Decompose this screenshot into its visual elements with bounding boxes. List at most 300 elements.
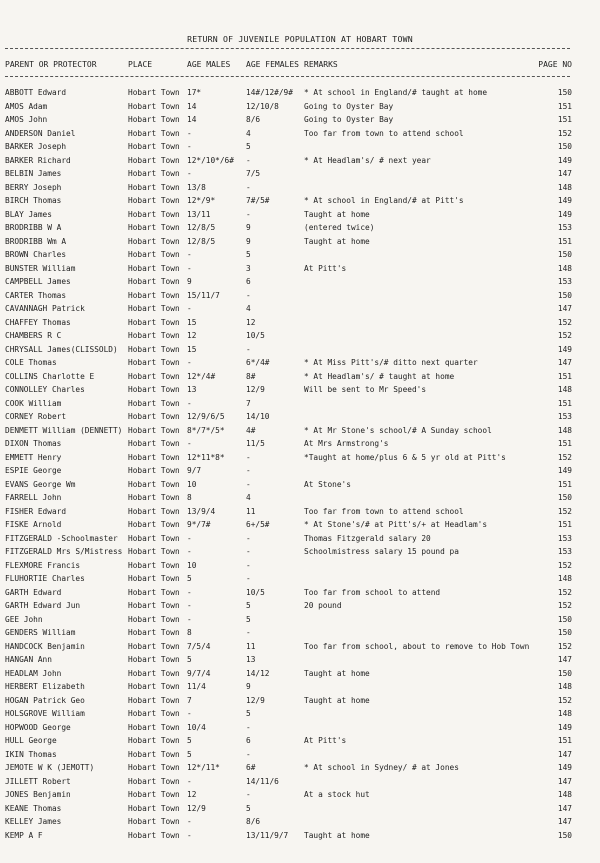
record-row [0, 358, 600, 372]
parent-name: AMOS John [5, 115, 48, 124]
parent-name: CAVANNAGH Patrick [5, 304, 85, 313]
age-females: 7/5 [246, 169, 261, 178]
parent-name: FLUHORTIE Charles [5, 574, 85, 583]
page-number: 147 [557, 749, 572, 759]
page-number: 151 [557, 236, 572, 246]
parent-name: HANDCOCK Benjamin [5, 641, 85, 651]
parent-name: KELLEY James [5, 817, 62, 826]
place: Hobart Town [128, 722, 180, 732]
age-females: 5 [246, 709, 251, 718]
age-females: 4 [246, 128, 251, 138]
remarks: Taught at home [304, 695, 370, 705]
age-females: 6+/5# [246, 520, 270, 529]
page-number: 149 [557, 209, 572, 219]
age-males: 8 [187, 493, 192, 502]
parent-name: DIXON Thomas [5, 439, 62, 448]
place: Hobart Town [128, 263, 180, 273]
page-number: 150 [557, 628, 572, 637]
page-number: 151 [557, 115, 572, 124]
place: Hobart Town [128, 290, 180, 300]
age-males: 5 [187, 736, 192, 745]
place: Hobart Town [128, 317, 180, 327]
record-row [0, 736, 600, 750]
remarks: Will be sent to Mr Speed's [304, 385, 427, 394]
place: Hobart Town [128, 776, 180, 786]
age-males: 14 [187, 115, 197, 124]
age-females: 9 [246, 223, 251, 232]
age-females: 13 [246, 655, 256, 664]
age-males: 5 [187, 655, 192, 664]
page-number: 151 [557, 479, 572, 489]
age-males: - [187, 601, 192, 610]
record-row [0, 804, 600, 818]
parent-name: HULL George [5, 736, 57, 745]
parent-name: BUNSTER William [5, 263, 76, 273]
record-row [0, 385, 600, 399]
header-page: PAGE NO [538, 60, 572, 69]
page-number: 153 [557, 223, 572, 232]
remarks: At Mrs Armstrong's [304, 439, 389, 448]
parent-name: CHAMBERS R C [5, 331, 62, 340]
age-females: - [246, 790, 251, 799]
age-males: 10 [187, 479, 197, 489]
place: Hobart Town [128, 560, 180, 570]
record-row [0, 790, 600, 804]
parent-name: HOLSGROVE William [5, 709, 85, 718]
place: Hobart Town [128, 155, 180, 165]
record-row [0, 156, 600, 170]
remarks: Too far from town to attend school [304, 128, 464, 138]
parent-name: BIRCH Thomas [5, 196, 62, 205]
age-males: - [187, 304, 192, 313]
parent-name: BELBIN James [5, 169, 62, 178]
parent-name: IKIN Thomas [5, 749, 57, 759]
place: Hobart Town [128, 209, 180, 219]
age-males: 8 [187, 628, 192, 637]
parent-name: BARKER Joseph [5, 142, 67, 151]
age-females: 6*/4# [246, 358, 270, 367]
page-number: 149 [557, 466, 572, 475]
age-males: 12 [187, 331, 197, 340]
page-number: 147 [557, 776, 572, 786]
record-row [0, 372, 600, 386]
parent-name: KEANE Thomas [5, 803, 62, 813]
record-row [0, 264, 600, 278]
age-females: 14/10 [246, 412, 270, 421]
parent-name: FISKE Arnold [5, 520, 62, 529]
page-title: RETURN OF JUVENILE POPULATION AT HOBART TOWN [187, 34, 413, 44]
age-males: - [187, 587, 192, 597]
parent-name: CORNEY Robert [5, 412, 67, 421]
remarks: 20 pound [304, 601, 342, 610]
age-males: 13/8 [187, 182, 206, 192]
remarks: Schoolmistress salary 15 pound pa [304, 547, 459, 556]
age-males: 11/4 [187, 682, 206, 691]
remarks: (entered twice) [304, 223, 375, 232]
place: Hobart Town [128, 628, 180, 637]
record-row [0, 183, 600, 197]
place: Hobart Town [128, 182, 180, 192]
age-females: 12 [246, 317, 256, 327]
place: Hobart Town [128, 466, 180, 475]
age-males: 12*/10*/6# [187, 155, 234, 165]
age-males: 7/5/4 [187, 641, 211, 651]
parent-name: GARTH Edward [5, 587, 62, 597]
header-place: PLACE [128, 60, 153, 69]
age-males: - [187, 128, 192, 138]
remarks: * At Miss Pitt's/# ditto next quarter [304, 358, 478, 367]
parent-name: EVANS George Wm [5, 479, 76, 489]
age-males: 14 [187, 101, 197, 111]
page-number: 151 [557, 736, 572, 745]
page-number: 148 [557, 682, 572, 691]
page-number: 153 [557, 533, 572, 543]
place: Hobart Town [128, 709, 180, 718]
place: Hobart Town [128, 250, 180, 259]
record-row [0, 169, 600, 183]
age-males: 12/9 [187, 803, 206, 813]
age-males: - [187, 776, 192, 786]
remarks: Too far from town to attend school [304, 506, 464, 516]
place: Hobart Town [128, 412, 180, 421]
age-females: 10/5 [246, 587, 265, 597]
record-row [0, 480, 600, 494]
record-row [0, 507, 600, 521]
record-row [0, 601, 600, 615]
place: Hobart Town [128, 358, 180, 367]
age-females: - [246, 749, 251, 759]
page-number: 147 [557, 817, 572, 826]
place: Hobart Town [128, 344, 180, 354]
remarks: Taught at home [304, 236, 370, 246]
page-number: 148 [557, 182, 572, 192]
page-number: 150 [557, 668, 572, 678]
page-number: 151 [557, 520, 572, 529]
place: Hobart Town [128, 371, 180, 381]
place: Hobart Town [128, 830, 180, 840]
remarks: *Taught at home/plus 6 & 5 yr old at Pitt's [304, 452, 506, 462]
age-males: 13/9/4 [187, 506, 216, 516]
remarks: * At Mr Stone's school/# A Sunday school [304, 425, 492, 435]
record-row [0, 426, 600, 440]
remarks: * At Headlam's/ # next year [304, 155, 431, 165]
age-males: - [187, 547, 192, 556]
age-females: 13/11/9/7 [246, 830, 289, 840]
age-females: 3 [246, 263, 251, 273]
place: Hobart Town [128, 115, 180, 124]
place: Hobart Town [128, 101, 180, 111]
record-row [0, 466, 600, 480]
parent-name: COLE Thomas [5, 358, 57, 367]
page-number: 147 [557, 169, 572, 178]
record-row [0, 399, 600, 413]
age-males: 9 [187, 277, 192, 286]
age-males: 15 [187, 344, 197, 354]
page-number: 150 [557, 614, 572, 624]
record-row [0, 723, 600, 737]
header-parent: PARENT OR PROTECTOR [5, 60, 97, 69]
remarks: * At school in Sydney/ # at Jones [304, 763, 459, 772]
page-number: 149 [557, 344, 572, 354]
place: Hobart Town [128, 817, 180, 826]
place: Hobart Town [128, 452, 180, 462]
record-row [0, 291, 600, 305]
place: Hobart Town [128, 601, 180, 610]
record-row [0, 574, 600, 588]
parent-name: AMOS Adam [5, 101, 48, 111]
place: Hobart Town [128, 88, 180, 97]
age-females: 5 [246, 250, 251, 259]
parent-name: CAMPBELL James [5, 277, 71, 286]
record-row [0, 696, 600, 710]
parent-name: FISHER Edward [5, 506, 67, 516]
parent-name: COOK William [5, 398, 62, 408]
age-males: 12*/4# [187, 371, 216, 381]
place: Hobart Town [128, 641, 180, 651]
page-number: 148 [557, 790, 572, 799]
record-row [0, 547, 600, 561]
age-females: - [246, 209, 251, 219]
age-males: 12*/11* [187, 763, 220, 772]
page-number: 150 [557, 250, 572, 259]
top-divider [5, 48, 570, 49]
page-number: 152 [557, 506, 572, 516]
age-females: - [246, 182, 251, 192]
page-number: 149 [557, 722, 572, 732]
age-females: 10/5 [246, 331, 265, 340]
remarks: At a stock hut [304, 790, 370, 799]
place: Hobart Town [128, 695, 180, 705]
record-row [0, 534, 600, 548]
age-females: 7 [246, 398, 251, 408]
age-females: 6 [246, 277, 251, 286]
age-males: 9/7/4 [187, 668, 211, 678]
record-row [0, 777, 600, 791]
parent-name: JONES Benjamin [5, 790, 71, 799]
remarks: At Pitt's [304, 736, 347, 745]
parent-name: HOPWOOD George [5, 722, 71, 732]
age-females: 4 [246, 304, 251, 313]
parent-name: COLLINS Charlotte E [5, 371, 95, 381]
place: Hobart Town [128, 803, 180, 813]
parent-name: BLAY James [5, 209, 52, 219]
age-females: 12/10/8 [246, 101, 279, 111]
place: Hobart Town [128, 493, 180, 502]
age-females: 6# [246, 763, 256, 772]
place: Hobart Town [128, 736, 180, 745]
age-males: 12*11*8* [187, 452, 225, 462]
age-females: 8# [246, 371, 256, 381]
page-number: 147 [557, 304, 572, 313]
age-females: - [246, 466, 251, 475]
place: Hobart Town [128, 763, 180, 772]
remarks: * At school in England/# taught at home [304, 88, 488, 97]
place: Hobart Town [128, 169, 180, 178]
page-number: 147 [557, 803, 572, 813]
age-males: 12/8/5 [187, 223, 216, 232]
remarks: Too far from school, about to remove to Hob Town [304, 641, 530, 651]
age-males: - [187, 142, 192, 151]
remarks: * At school in England/# at Pitt's [304, 196, 464, 205]
age-males: 10/4 [187, 722, 206, 732]
page-number: 150 [557, 88, 572, 97]
page-number: 152 [557, 317, 572, 327]
place: Hobart Town [128, 425, 180, 435]
age-females: - [246, 290, 251, 300]
age-females: - [246, 533, 251, 543]
parent-name: BRODRIBB Wm A [5, 236, 67, 246]
place: Hobart Town [128, 398, 180, 408]
age-males: - [187, 830, 192, 840]
parent-name: ABBOTT Edward [5, 88, 67, 97]
page-number: 147 [557, 655, 572, 664]
record-row [0, 412, 600, 426]
record-row [0, 304, 600, 318]
parent-name: ESPIE George [5, 466, 62, 475]
age-females: 11 [246, 506, 256, 516]
age-males: 12/8/5 [187, 236, 216, 246]
record-row [0, 210, 600, 224]
age-males: 12*/9* [187, 196, 216, 205]
age-females: 5 [246, 142, 251, 151]
place: Hobart Town [128, 506, 180, 516]
record-row [0, 817, 600, 831]
age-males: - [187, 439, 192, 448]
age-females: 8/6 [246, 817, 261, 826]
parent-name: HANGAN Ann [5, 655, 52, 664]
record-row [0, 88, 600, 102]
record-row [0, 223, 600, 237]
page-number: 149 [557, 763, 572, 772]
page-number: 149 [557, 155, 572, 165]
page-number: 150 [557, 142, 572, 151]
parent-name: JILLETT Robert [5, 776, 71, 786]
age-males: - [187, 263, 192, 273]
age-males: 17* [187, 88, 202, 97]
page-number: 152 [557, 601, 572, 610]
place: Hobart Town [128, 655, 180, 664]
record-row [0, 453, 600, 467]
remarks: * At Headlam's/ # taught at home [304, 371, 455, 381]
age-females: - [246, 479, 251, 489]
age-females: 9 [246, 682, 251, 691]
age-females: - [246, 574, 251, 583]
age-females: - [246, 560, 251, 570]
record-row [0, 102, 600, 116]
parent-name: HEADLAM John [5, 668, 62, 678]
record-row [0, 588, 600, 602]
record-row [0, 615, 600, 629]
place: Hobart Town [128, 682, 180, 691]
age-females: 9 [246, 236, 251, 246]
place: Hobart Town [128, 236, 180, 246]
parent-name: FARRELL John [5, 493, 62, 502]
page-number: 151 [557, 439, 572, 448]
age-males: 9/7 [187, 466, 202, 475]
age-males: - [187, 169, 192, 178]
parent-name: CHAFFEY Thomas [5, 317, 71, 327]
place: Hobart Town [128, 479, 180, 489]
parent-name: CARTER Thomas [5, 290, 67, 300]
page-number: 151 [557, 101, 572, 111]
parent-name: HERBERT Elizabeth [5, 682, 85, 691]
age-males: - [187, 709, 192, 718]
age-females: 4 [246, 493, 251, 502]
record-row [0, 439, 600, 453]
page-number: 147 [557, 358, 572, 367]
record-row [0, 237, 600, 251]
age-females: 6 [246, 736, 251, 745]
place: Hobart Town [128, 614, 180, 624]
age-females: 14#/12#/9# [246, 88, 293, 97]
record-row [0, 561, 600, 575]
header-females: AGE FEMALES [246, 60, 299, 69]
page-number: 150 [557, 830, 572, 840]
page-number: 152 [557, 587, 572, 597]
page-number: 151 [557, 398, 572, 408]
record-row [0, 129, 600, 143]
remarks: Taught at home [304, 830, 370, 840]
age-males: - [187, 533, 192, 543]
remarks: * At Stone's/# at Pitt's/+ at Headlam's [304, 520, 488, 529]
age-males: 13 [187, 385, 197, 394]
record-row [0, 318, 600, 332]
page-number: 151 [557, 371, 572, 381]
record-row [0, 250, 600, 264]
age-females: 7#/5# [246, 196, 270, 205]
age-males: - [187, 398, 192, 408]
place: Hobart Town [128, 533, 180, 543]
record-row [0, 831, 600, 845]
age-females: 8/6 [246, 115, 261, 124]
record-row [0, 682, 600, 696]
parent-name: ANDERSON Daniel [5, 128, 76, 138]
parent-name: BRODRIBB W A [5, 223, 62, 232]
age-males: 12 [187, 790, 197, 799]
page-number: 152 [557, 695, 572, 705]
parent-name: CHRYSALL James(CLISSOLD) [5, 344, 118, 354]
record-row [0, 642, 600, 656]
page-number: 148 [557, 425, 572, 435]
remarks: Taught at home [304, 209, 370, 219]
parent-name: HOGAN Patrick Geo [5, 695, 85, 705]
parent-name: BARKER Richard [5, 155, 71, 165]
remarks: At Pitt's [304, 263, 347, 273]
remarks: At Stone's [304, 479, 351, 489]
record-row [0, 763, 600, 777]
age-males: 12/9/6/5 [187, 412, 225, 421]
page-number: 152 [557, 560, 572, 570]
place: Hobart Town [128, 304, 180, 313]
place: Hobart Town [128, 749, 180, 759]
page-number: 153 [557, 547, 572, 556]
place: Hobart Town [128, 574, 180, 583]
record-row [0, 520, 600, 534]
age-males: 8*/7*/5* [187, 425, 225, 435]
place: Hobart Town [128, 547, 180, 556]
place: Hobart Town [128, 142, 180, 151]
place: Hobart Town [128, 520, 180, 529]
place: Hobart Town [128, 331, 180, 340]
age-females: 14/12 [246, 668, 270, 678]
age-females: 12/9 [246, 385, 265, 394]
page-number: 149 [557, 196, 572, 205]
parent-name: FITZGERALD Mrs S/Mistress [5, 547, 123, 556]
parent-name: KEMP A F [5, 830, 43, 840]
remarks: Going to Oyster Bay [304, 101, 394, 111]
place: Hobart Town [128, 128, 180, 138]
place: Hobart Town [128, 385, 180, 394]
